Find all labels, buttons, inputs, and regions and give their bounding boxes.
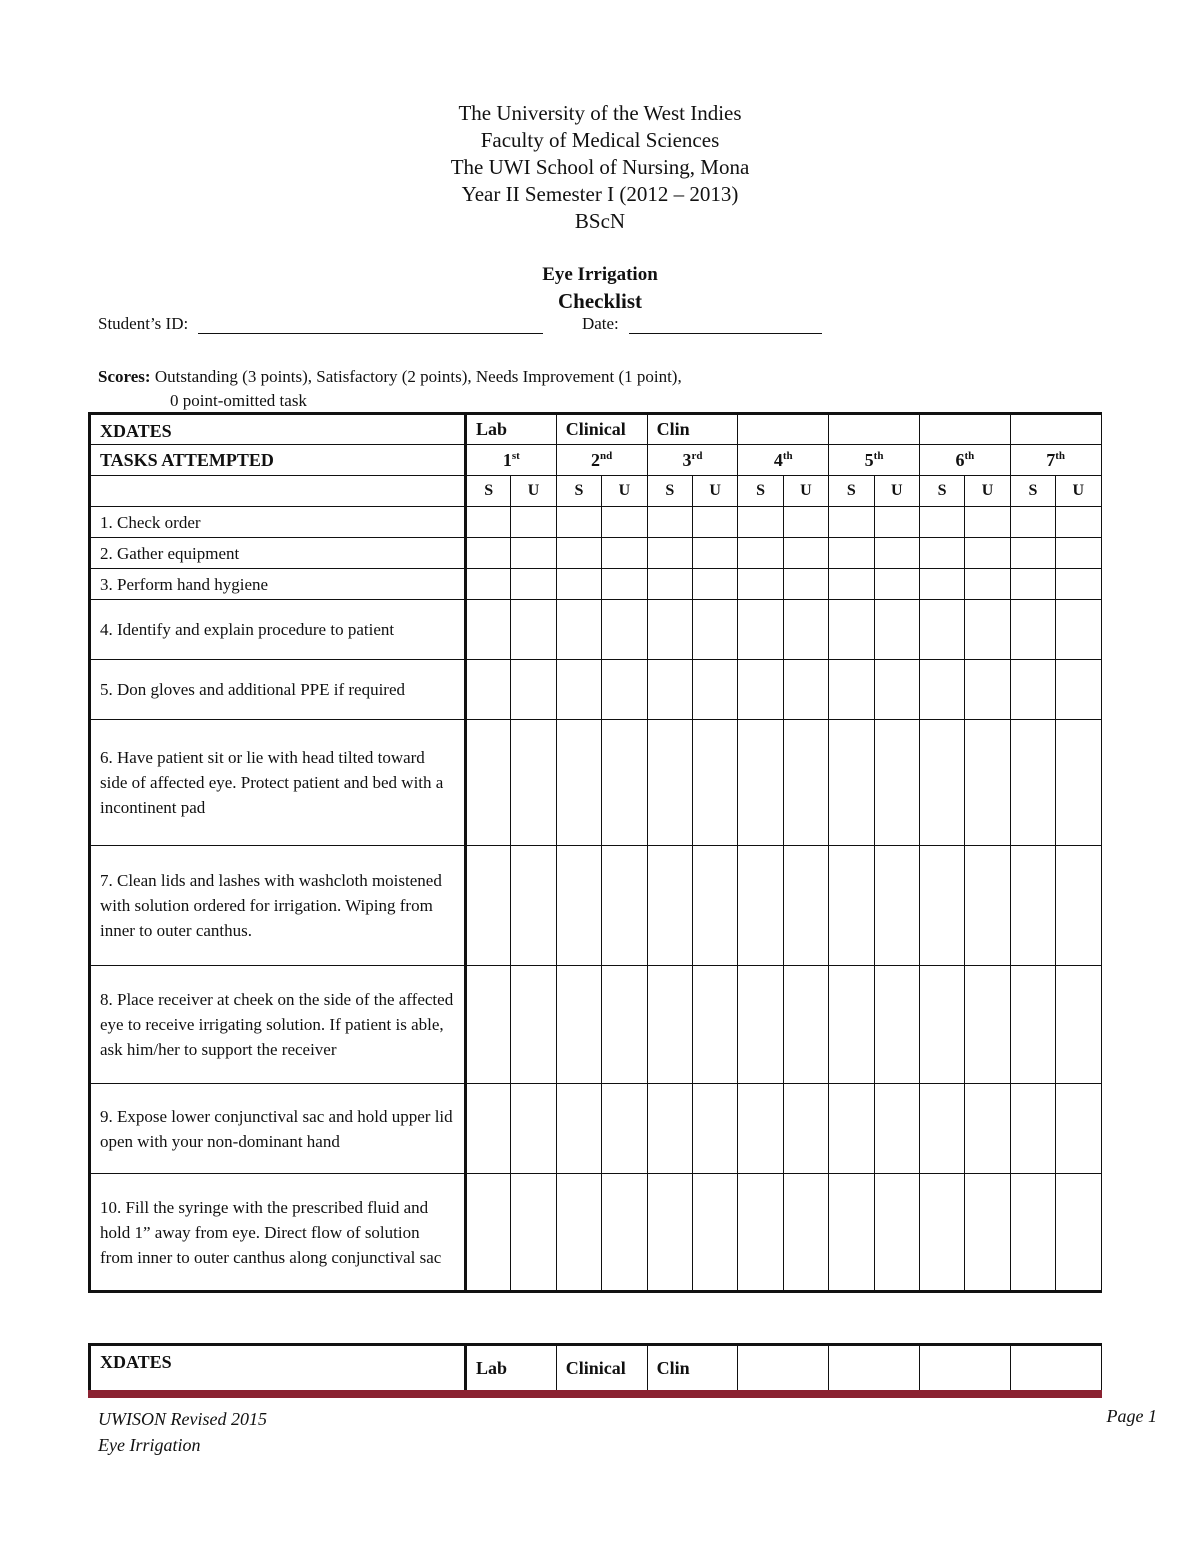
score-u-cell[interactable] (783, 966, 828, 1084)
attempt-suffix: st (511, 449, 520, 462)
score-u-cell[interactable] (874, 538, 919, 569)
unsatisfactory-header: U (602, 476, 647, 507)
score-u-cell[interactable] (1056, 1084, 1101, 1174)
score-u-cell[interactable] (874, 1174, 919, 1292)
attempt-number: 5 (864, 449, 874, 470)
score-u-cell[interactable] (602, 966, 647, 1084)
attempt-number: 3 (682, 449, 692, 470)
institution-header (0, 100, 1200, 235)
scores-line-2: 0 point-omitted task (170, 391, 307, 410)
score-u-cell[interactable] (511, 966, 556, 1084)
score-u-cell[interactable] (874, 507, 919, 538)
student-id-label: Student’s ID: (98, 314, 189, 333)
attempt-header-7 (1010, 445, 1101, 476)
score-s-cell[interactable] (738, 966, 783, 1084)
task-row (90, 660, 1102, 720)
score-s-cell[interactable] (1010, 1084, 1055, 1174)
score-s-cell[interactable] (1010, 1174, 1055, 1292)
score-s-cell[interactable] (829, 846, 874, 966)
attempt-header-2 (556, 445, 647, 476)
score-s-cell[interactable] (556, 1174, 601, 1292)
score-u-cell[interactable] (1056, 507, 1101, 538)
attempt-suffix: th (964, 449, 975, 462)
score-s-cell[interactable] (1010, 600, 1055, 660)
task-row (90, 1174, 1102, 1292)
score-s-cell[interactable] (829, 600, 874, 660)
score-u-cell[interactable] (874, 720, 919, 846)
score-s-cell[interactable] (466, 600, 511, 660)
attempt-number: 4 (773, 449, 783, 470)
score-u-cell[interactable] (874, 846, 919, 966)
date-col-5[interactable] (829, 1345, 920, 1392)
score-u-cell[interactable] (511, 538, 556, 569)
score-s-cell[interactable] (466, 507, 511, 538)
unsatisfactory-header: U (965, 476, 1010, 507)
satisfactory-header: S (466, 476, 511, 507)
score-u-cell[interactable] (965, 600, 1010, 660)
document-title (0, 262, 1200, 314)
score-u-cell[interactable] (783, 538, 828, 569)
unsatisfactory-header: U (511, 476, 556, 507)
score-s-cell[interactable] (829, 966, 874, 1084)
page-number: Page 1 (1106, 1406, 1157, 1426)
score-s-cell[interactable] (919, 507, 964, 538)
score-u-cell[interactable] (965, 846, 1010, 966)
score-s-cell[interactable] (466, 660, 511, 720)
score-u-cell[interactable] (511, 846, 556, 966)
dates-label-cell (90, 1345, 466, 1392)
score-s-cell[interactable] (647, 966, 692, 1084)
score-u-cell[interactable] (692, 660, 737, 720)
score-u-cell[interactable] (602, 569, 647, 600)
score-u-cell[interactable] (511, 569, 556, 600)
score-u-cell[interactable] (965, 538, 1010, 569)
date-col-7[interactable] (1010, 414, 1101, 445)
score-u-cell[interactable] (783, 660, 828, 720)
task-description (90, 600, 466, 660)
score-s-cell[interactable] (919, 538, 964, 569)
score-s-cell[interactable] (647, 569, 692, 600)
score-s-cell[interactable] (738, 569, 783, 600)
task-description (90, 507, 466, 538)
attempt-header-1 (466, 445, 557, 476)
score-u-cell[interactable] (511, 660, 556, 720)
attempt-header-5 (829, 445, 920, 476)
score-s-cell[interactable] (738, 538, 783, 569)
program-name: BScN (574, 209, 626, 233)
student-id-field[interactable] (198, 315, 543, 334)
score-s-cell[interactable] (738, 660, 783, 720)
score-s-cell[interactable] (829, 1174, 874, 1292)
date-col-label: Lab (476, 419, 508, 439)
score-u-cell[interactable] (965, 966, 1010, 1084)
scores-line-1: Outstanding (3 points), Satisfactory (2 points), Needs Improvement (1 point), (154, 367, 682, 386)
score-s-cell[interactable] (738, 720, 783, 846)
score-s-cell[interactable] (738, 507, 783, 538)
score-u-cell[interactable] (783, 507, 828, 538)
task-text: 10. Fill the syringe with the prescribed fluid and hold 1” away from eye. Direct flow of solution from inner to outer canthus along conjunctival sac (100, 1197, 442, 1267)
score-s-cell[interactable] (919, 600, 964, 660)
dates-label: XDATES (100, 421, 172, 441)
score-s-cell[interactable] (647, 538, 692, 569)
satisfactory-header: S (556, 476, 601, 507)
score-s-cell[interactable] (556, 846, 601, 966)
dates-label-cell (90, 414, 466, 445)
attempts-row (90, 445, 1102, 476)
task-description (90, 538, 466, 569)
score-u-cell[interactable] (783, 846, 828, 966)
title-checklist: Checklist (558, 289, 642, 313)
score-s-cell[interactable] (556, 966, 601, 1084)
score-s-cell[interactable] (466, 720, 511, 846)
task-description (90, 569, 466, 600)
task-text: 6. Have patient sit or lie with head tilted toward side of affected eye. Protect patient and bed with a incontinent pad (100, 748, 444, 817)
task-description (90, 966, 466, 1084)
score-s-cell[interactable] (556, 600, 601, 660)
attempt-number: 2 (591, 449, 601, 470)
score-s-cell[interactable] (647, 660, 692, 720)
score-s-cell[interactable] (647, 600, 692, 660)
score-s-cell[interactable] (1010, 507, 1055, 538)
score-s-cell[interactable] (556, 660, 601, 720)
attempt-suffix: nd (600, 449, 613, 462)
score-u-cell[interactable] (1056, 1174, 1101, 1292)
score-u-cell[interactable] (874, 1084, 919, 1174)
score-u-cell[interactable] (602, 720, 647, 846)
score-s-cell[interactable] (466, 966, 511, 1084)
score-u-cell[interactable] (511, 507, 556, 538)
score-u-cell[interactable] (783, 1174, 828, 1292)
score-u-cell[interactable] (965, 1084, 1010, 1174)
task-description (90, 660, 466, 720)
school-name: The UWI School of Nursing, Mona (450, 155, 750, 179)
score-s-cell[interactable] (1010, 720, 1055, 846)
score-u-cell[interactable] (783, 569, 828, 600)
score-u-cell[interactable] (692, 846, 737, 966)
dates-label: XDATES (100, 1352, 172, 1372)
date-col-1[interactable] (466, 1345, 557, 1392)
score-u-cell[interactable] (602, 1084, 647, 1174)
score-s-cell[interactable] (738, 1084, 783, 1174)
task-text: 1. Check order (100, 512, 201, 532)
score-s-cell[interactable] (1010, 966, 1055, 1084)
score-u-cell[interactable] (511, 1174, 556, 1292)
task-row (90, 720, 1102, 846)
score-u-cell[interactable] (783, 600, 828, 660)
date-col-3[interactable] (647, 414, 738, 445)
score-u-cell[interactable] (602, 660, 647, 720)
score-u-cell[interactable] (692, 1174, 737, 1292)
date-col-6[interactable] (919, 414, 1010, 445)
su-row (90, 476, 1102, 507)
score-u-cell[interactable] (602, 600, 647, 660)
date-col-4[interactable] (738, 1345, 829, 1392)
tasks-attempted-label: TASKS ATTEMPTED (100, 449, 274, 470)
score-s-cell[interactable] (556, 507, 601, 538)
score-u-cell[interactable] (602, 538, 647, 569)
attempt-header-3 (647, 445, 738, 476)
score-u-cell[interactable] (602, 507, 647, 538)
task-row (90, 538, 1102, 569)
score-s-cell[interactable] (466, 538, 511, 569)
score-u-cell[interactable] (692, 538, 737, 569)
satisfactory-header: S (829, 476, 874, 507)
score-s-cell[interactable] (919, 660, 964, 720)
score-u-cell[interactable] (965, 507, 1010, 538)
score-u-cell[interactable] (692, 966, 737, 1084)
dates-row (90, 414, 1102, 445)
score-u-cell[interactable] (1056, 600, 1101, 660)
dates-row (90, 1345, 1102, 1392)
score-u-cell[interactable] (965, 1174, 1010, 1292)
score-u-cell[interactable] (602, 1174, 647, 1292)
tasks-attempted-label-cell (90, 445, 466, 476)
unsatisfactory-header: U (692, 476, 737, 507)
date-field[interactable] (629, 315, 822, 334)
score-u-cell[interactable] (1056, 538, 1101, 569)
task-text: 4. Identify and explain procedure to patient (100, 620, 395, 639)
satisfactory-header: S (647, 476, 692, 507)
score-s-cell[interactable] (1010, 569, 1055, 600)
score-s-cell[interactable] (829, 507, 874, 538)
score-u-cell[interactable] (874, 966, 919, 1084)
satisfactory-header: S (919, 476, 964, 507)
score-u-cell[interactable] (602, 846, 647, 966)
score-s-cell[interactable] (647, 507, 692, 538)
score-u-cell[interactable] (783, 720, 828, 846)
attempt-suffix: th (873, 449, 884, 462)
score-s-cell[interactable] (556, 538, 601, 569)
score-u-cell[interactable] (692, 720, 737, 846)
footer-rule (88, 1390, 1102, 1398)
score-s-cell[interactable] (829, 660, 874, 720)
revision-note: UWISON Revised 2015 (98, 1409, 267, 1429)
score-s-cell[interactable] (647, 846, 692, 966)
score-u-cell[interactable] (874, 600, 919, 660)
satisfactory-header: S (738, 476, 783, 507)
scores-legend (98, 365, 682, 413)
footer-left (98, 1406, 267, 1458)
score-s-cell[interactable] (919, 569, 964, 600)
score-s-cell[interactable] (919, 1174, 964, 1292)
score-s-cell[interactable] (647, 1084, 692, 1174)
task-row (90, 600, 1102, 660)
score-u-cell[interactable] (511, 720, 556, 846)
task-text: 9. Expose lower conjunctival sac and hold upper lid open with your non-dominant hand (100, 1106, 453, 1151)
score-u-cell[interactable] (511, 1084, 556, 1174)
attempt-header-6 (919, 445, 1010, 476)
task-row (90, 507, 1102, 538)
task-description (90, 1174, 466, 1292)
university-name: The University of the West Indies (458, 101, 742, 125)
task-description (90, 720, 466, 846)
satisfactory-header: S (1010, 476, 1055, 507)
score-u-cell[interactable] (874, 660, 919, 720)
student-id-line (98, 314, 822, 334)
score-s-cell[interactable] (829, 538, 874, 569)
date-col-1[interactable] (466, 414, 557, 445)
score-s-cell[interactable] (738, 846, 783, 966)
footer-doc-name: Eye Irrigation (98, 1435, 201, 1455)
score-s-cell[interactable] (647, 1174, 692, 1292)
date-col-7[interactable] (1010, 1345, 1101, 1392)
score-s-cell[interactable] (919, 720, 964, 846)
faculty-name: Faculty of Medical Sciences (480, 128, 720, 152)
score-u-cell[interactable] (511, 600, 556, 660)
score-s-cell[interactable] (466, 1084, 511, 1174)
score-s-cell[interactable] (738, 1174, 783, 1292)
score-u-cell[interactable] (874, 569, 919, 600)
score-u-cell[interactable] (965, 660, 1010, 720)
date-col-6[interactable] (919, 1345, 1010, 1392)
score-s-cell[interactable] (1010, 538, 1055, 569)
score-u-cell[interactable] (1056, 966, 1101, 1084)
score-s-cell[interactable] (919, 846, 964, 966)
attempt-suffix: th (782, 449, 793, 462)
task-row (90, 1084, 1102, 1174)
score-u-cell[interactable] (1056, 720, 1101, 846)
date-col-label: Clin (656, 419, 690, 439)
score-s-cell[interactable] (919, 966, 964, 1084)
checklist-table (88, 412, 1102, 1293)
date-label: Date: (581, 314, 619, 333)
semester-line: Year II Semester I (2012 – 2013) (461, 182, 739, 206)
task-row (90, 569, 1102, 600)
attempt-number: 7 (1046, 449, 1056, 470)
score-s-cell[interactable] (738, 600, 783, 660)
checklist-table-continued (88, 1343, 1102, 1392)
score-s-cell[interactable] (556, 569, 601, 600)
task-row (90, 846, 1102, 966)
score-u-cell[interactable] (1056, 569, 1101, 600)
score-s-cell[interactable] (1010, 846, 1055, 966)
score-u-cell[interactable] (692, 569, 737, 600)
score-u-cell[interactable] (692, 600, 737, 660)
score-s-cell[interactable] (466, 1174, 511, 1292)
date-col-2[interactable] (556, 1345, 647, 1392)
score-s-cell[interactable] (1010, 660, 1055, 720)
task-text: 5. Don gloves and additional PPE if required (100, 680, 406, 699)
attempt-number: 1 (502, 449, 512, 470)
score-u-cell[interactable] (692, 1084, 737, 1174)
task-text: 8. Place receiver at cheek on the side of the affected eye to receive irrigating solution. If patient is able, ask him/her to support the receiver (100, 990, 454, 1059)
title-procedure: Eye Irrigation (542, 264, 658, 285)
score-s-cell[interactable] (466, 846, 511, 966)
score-s-cell[interactable] (556, 1084, 601, 1174)
score-s-cell[interactable] (647, 720, 692, 846)
score-u-cell[interactable] (783, 1084, 828, 1174)
unsatisfactory-header: U (783, 476, 828, 507)
unsatisfactory-header: U (874, 476, 919, 507)
task-text: 7. Clean lids and lashes with washcloth moistened with solution ordered for irrigation. Wiping from inner to outer canthus. (100, 871, 442, 940)
date-col-label: Clin (656, 1358, 690, 1378)
attempt-suffix: rd (691, 449, 703, 462)
su-blank-cell (90, 476, 466, 507)
date-col-label: Lab (476, 1358, 508, 1378)
score-s-cell[interactable] (556, 720, 601, 846)
attempt-suffix: th (1055, 449, 1065, 462)
date-col-label: Clinical (565, 419, 626, 439)
attempt-number: 6 (955, 449, 965, 470)
score-s-cell[interactable] (919, 1084, 964, 1174)
task-description (90, 1084, 466, 1174)
scores-label: Scores: (98, 367, 151, 386)
date-col-label: Clinical (565, 1358, 626, 1378)
score-u-cell[interactable] (965, 720, 1010, 846)
task-text: 2. Gather equipment (100, 543, 240, 563)
score-u-cell[interactable] (1056, 660, 1101, 720)
attempt-header-4 (738, 445, 829, 476)
date-col-5[interactable] (829, 414, 920, 445)
score-u-cell[interactable] (965, 569, 1010, 600)
task-row (90, 966, 1102, 1084)
score-s-cell[interactable] (829, 569, 874, 600)
score-u-cell[interactable] (692, 507, 737, 538)
score-s-cell[interactable] (829, 720, 874, 846)
unsatisfactory-header: U (1056, 476, 1101, 507)
score-s-cell[interactable] (466, 569, 511, 600)
task-text: 3. Perform hand hygiene (100, 574, 269, 594)
date-col-3[interactable] (647, 1345, 738, 1392)
date-col-2[interactable] (556, 414, 647, 445)
score-s-cell[interactable] (829, 1084, 874, 1174)
date-col-4[interactable] (738, 414, 829, 445)
score-u-cell[interactable] (1056, 846, 1101, 966)
task-description (90, 846, 466, 966)
